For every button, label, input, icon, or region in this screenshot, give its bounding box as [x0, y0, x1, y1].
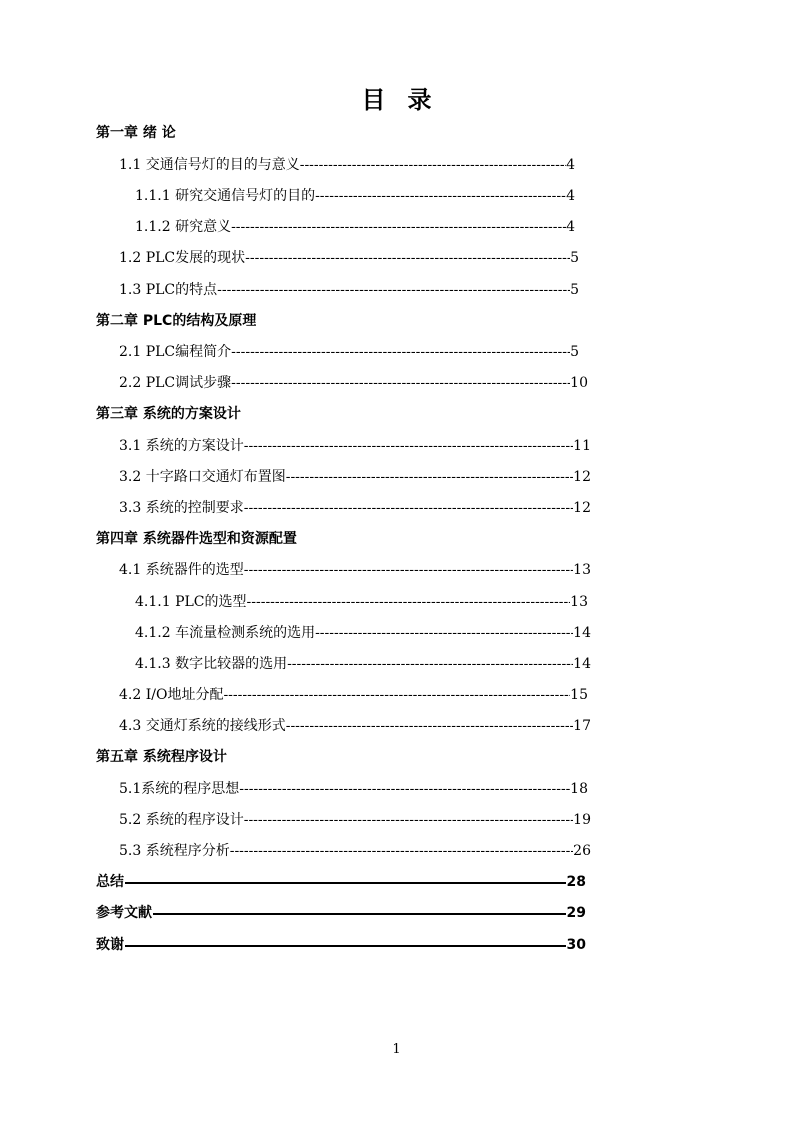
toc-entry-page: 12 — [573, 500, 591, 516]
toc-entry-4-1-2[interactable] — [135, 620, 591, 646]
toc-entry-page: 12 — [573, 469, 591, 485]
toc-entry-title: 总结 — [96, 874, 124, 890]
toc-entry-title: 2.2 PLC调试步骤 — [119, 375, 232, 391]
leader-dots — [286, 464, 573, 490]
chapter-3-heading: 第三章 系统的方案设计 — [96, 406, 241, 422]
leader-dots — [231, 339, 570, 365]
leader-dots — [245, 245, 570, 271]
chapter-5-heading: 第五章 系统程序设计 — [96, 749, 227, 765]
toc-entry-title: 1.1 交通信号灯的目的与意义 — [119, 157, 300, 173]
toc-entry-page: 13 — [573, 562, 591, 578]
toc-entry-summary[interactable] — [96, 869, 586, 895]
toc-entry-title: 1.2 PLC发展的现状 — [119, 250, 246, 266]
toc-entry-1-1[interactable] — [119, 152, 575, 178]
toc-entry-1-2[interactable] — [119, 245, 579, 271]
chapter-4-heading: 第四章 系统器件选型和资源配置 — [96, 531, 297, 547]
toc-entry-title: 3.2 十字路口交通灯布置图 — [119, 469, 286, 485]
toc-entry-title: 4.1.1 PLC的选型 — [135, 594, 247, 610]
leader-dots — [244, 495, 573, 521]
toc-entry-1-1-1[interactable] — [135, 183, 575, 209]
leader-dots — [244, 433, 573, 459]
leader-dots — [244, 807, 573, 833]
leader-dots — [231, 370, 570, 396]
toc-entry-2-1[interactable] — [119, 339, 579, 365]
leader-dots — [300, 152, 566, 178]
toc-entry-1-3[interactable] — [119, 277, 579, 303]
leader-line — [153, 900, 566, 915]
toc-entry-title: 3.3 系统的控制要求 — [119, 500, 244, 516]
leader-line — [125, 869, 566, 884]
toc-entry-title: 1.1.1 研究交通信号灯的目的 — [135, 188, 316, 204]
toc-entry-3-3[interactable] — [119, 495, 591, 521]
leader-dots — [231, 214, 566, 240]
toc-entry-page: 14 — [573, 625, 591, 641]
toc-entry-title: 1.3 PLC的特点 — [119, 282, 218, 298]
toc-entry-page: 11 — [573, 438, 591, 454]
toc-entry-title: 5.3 系统程序分析 — [119, 843, 230, 859]
toc-entry-title: 参考文献 — [96, 905, 152, 921]
toc-entry-title: 2.1 PLC编程简介 — [119, 344, 232, 360]
toc-entry-4-2[interactable] — [119, 682, 588, 708]
toc-entry-title: 3.1 系统的方案设计 — [119, 438, 244, 454]
toc-entry-title: 致谢 — [96, 937, 124, 953]
leader-line — [125, 932, 566, 947]
toc-entry-title: 4.3 交通灯系统的接线形式 — [119, 718, 286, 734]
toc-entry-page: 18 — [570, 781, 588, 797]
toc-entry-page: 13 — [570, 594, 588, 610]
toc-entry-page: 4 — [566, 188, 575, 204]
toc-entry-page: 26 — [573, 843, 591, 859]
leader-dots — [287, 651, 573, 677]
toc-entry-title: 5.1系统的程序思想 — [119, 781, 240, 797]
toc-entry-2-2[interactable] — [119, 370, 588, 396]
toc-entry-5-1[interactable] — [119, 776, 588, 802]
toc-entry-5-2[interactable] — [119, 807, 591, 833]
toc-entry-page: 15 — [570, 687, 588, 703]
leader-dots — [247, 589, 571, 615]
toc-entry-title: 5.2 系统的程序设计 — [119, 812, 244, 828]
toc-entry-page: 29 — [566, 905, 586, 921]
toc-entry-acknowledgements[interactable] — [96, 932, 586, 958]
leader-dots — [315, 183, 566, 209]
toc-entry-4-1-3[interactable] — [135, 651, 591, 677]
toc-entry-page: 30 — [566, 937, 586, 953]
leader-dots — [217, 277, 570, 303]
toc-entry-page: 5 — [570, 250, 579, 266]
toc-entry-page: 4 — [566, 219, 575, 235]
leader-dots — [315, 620, 573, 646]
toc-entry-page: 19 — [573, 812, 591, 828]
page-number: 1 — [392, 1042, 401, 1057]
toc-entry-references[interactable] — [96, 900, 586, 926]
toc-entry-4-3[interactable] — [119, 713, 591, 739]
toc-entry-title: 4.1 系统器件的选型 — [119, 562, 244, 578]
leader-dots — [223, 682, 570, 708]
leader-dots — [286, 713, 573, 739]
toc-entry-title: 4.1.2 车流量检测系统的选用 — [135, 625, 316, 641]
toc-entry-page: 17 — [573, 718, 591, 734]
toc-entry-title: 1.1.2 研究意义 — [135, 219, 232, 235]
toc-entry-title: 4.1.3 数字比较器的选用 — [135, 656, 288, 672]
toc-entry-page: 10 — [570, 375, 588, 391]
toc-entry-5-3[interactable] — [119, 838, 591, 864]
toc-entry-3-1[interactable] — [119, 433, 591, 459]
leader-dots — [239, 776, 570, 802]
toc-entry-page: 28 — [566, 874, 586, 890]
toc-entry-4-1[interactable] — [119, 557, 591, 583]
leader-dots — [230, 838, 573, 864]
toc-title: 目录 — [361, 86, 454, 114]
chapter-2-heading: 第二章 PLC的结构及原理 — [96, 313, 257, 329]
toc-entry-4-1-1[interactable] — [135, 589, 588, 615]
toc-entry-page: 14 — [573, 656, 591, 672]
toc-entry-page: 4 — [566, 157, 575, 173]
toc-entry-page: 5 — [570, 344, 579, 360]
toc-entry-3-2[interactable] — [119, 464, 591, 490]
toc-entry-1-1-2[interactable] — [135, 214, 575, 240]
chapter-1-heading: 第一章 绪 论 — [96, 125, 176, 141]
leader-dots — [244, 557, 573, 583]
toc-entry-page: 5 — [570, 282, 579, 298]
toc-entry-title: 4.2 I/O地址分配 — [119, 687, 224, 703]
